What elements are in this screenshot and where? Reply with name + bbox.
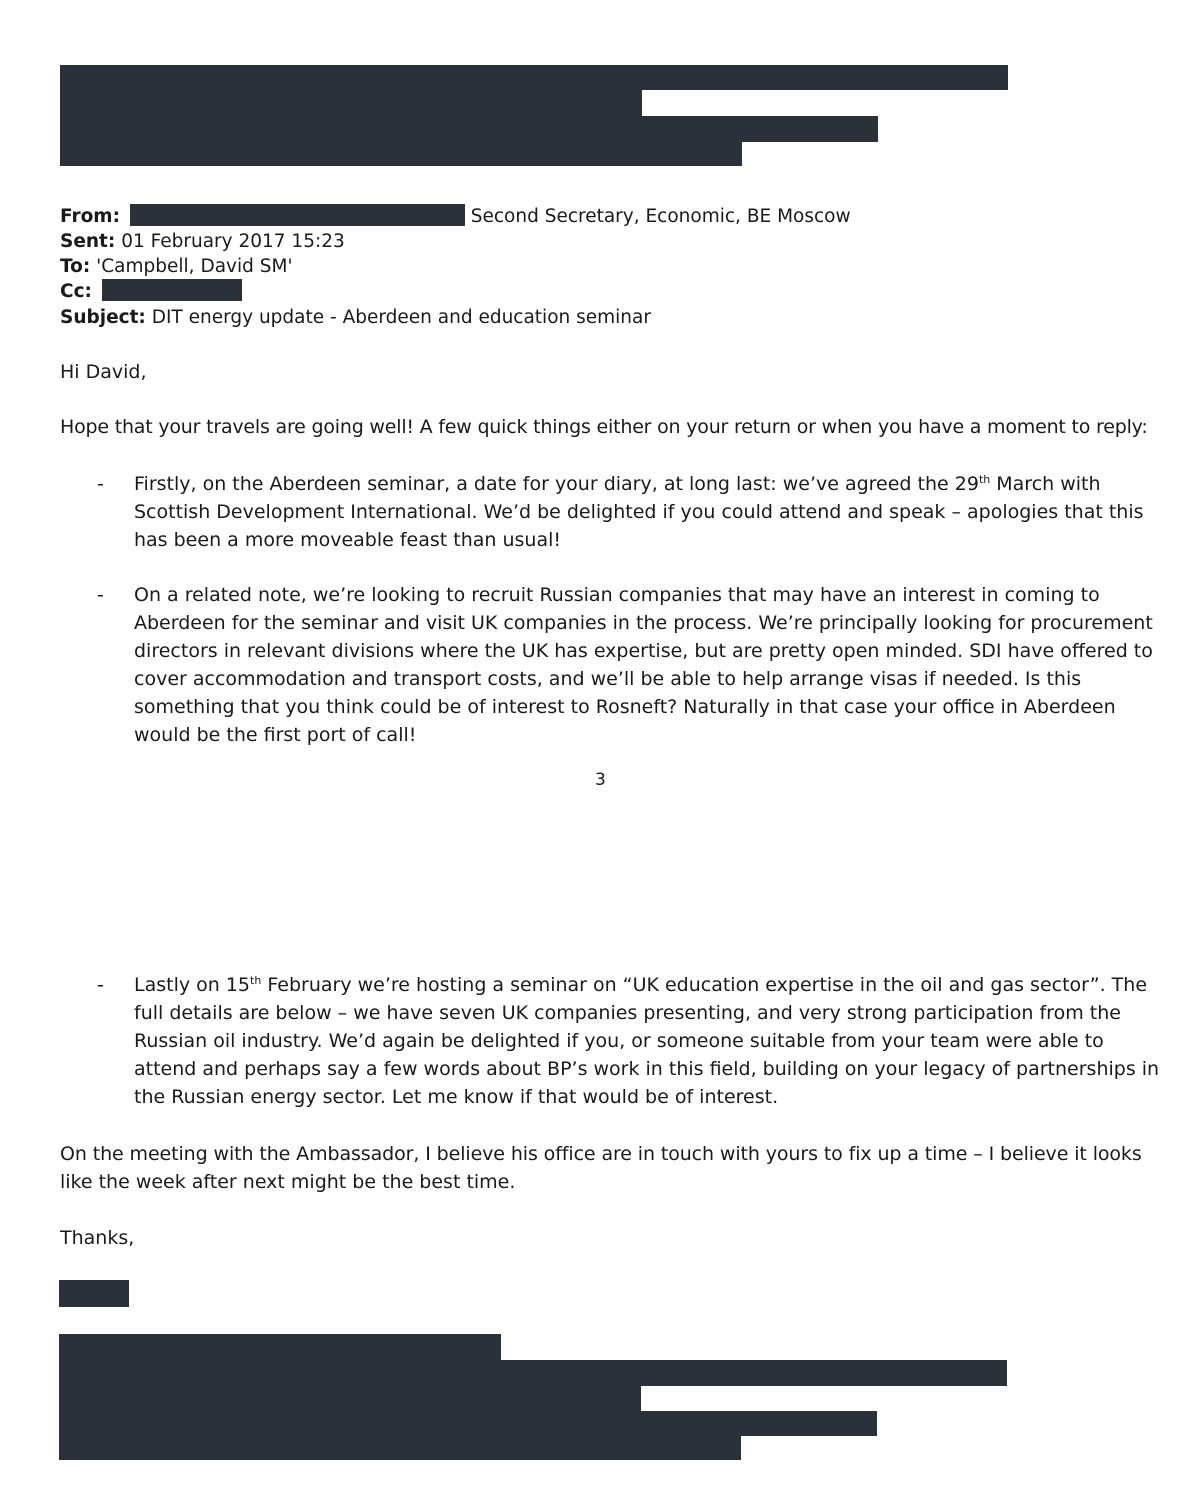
bullet1-line1-text: Firstly, on the Aberdeen seminar, a date for your diary, at long last: we’ve agreed the 29 <box>134 473 979 495</box>
redaction-top-4 <box>60 141 742 166</box>
bullet2-line5: something that you think could be of interest to Rosneft? Naturally in that case your office in Aberdeen <box>134 696 1116 718</box>
sent-line <box>60 229 345 254</box>
sent-value: 01 February 2017 15:23 <box>121 231 345 252</box>
closing-line2: like the week after next might be the best time. <box>60 1171 516 1193</box>
redaction-top-1 <box>60 65 1008 90</box>
redaction-top-3 <box>60 116 878 142</box>
to-label: To: <box>60 256 91 277</box>
bullet1-line3: has been a more moveable feast than usual! <box>134 529 562 551</box>
subject-label: Subject: <box>60 307 146 328</box>
bullet2-line2: Aberdeen for the seminar and visit UK companies in the process. We’re principally looking for procurement <box>134 612 1153 634</box>
redaction-bottom-4 <box>59 1411 877 1436</box>
bullet1-line2: Scottish Development International. We’d be delighted if you could attend and speak – apologies that this <box>134 501 1144 523</box>
bullet1-sup: th <box>978 473 991 486</box>
bullet1-line1 <box>134 470 1101 498</box>
from-label: From: <box>60 206 120 227</box>
bullet3-line4: attend and perhaps say a few words about BP’s work in this field, building on your legacy of partnerships in <box>134 1058 1160 1080</box>
redaction-bottom-2 <box>59 1360 1007 1386</box>
bullet3-line1-tail: February we’re hosting a seminar on “UK education expertise in the oil and gas sector”. The <box>261 974 1148 996</box>
from-line <box>60 204 851 229</box>
redaction-bottom-3 <box>59 1385 641 1412</box>
bullet2-line1: On a related note, we’re looking to recruit Russian companies that may have an interest in coming to <box>134 584 1100 606</box>
page-number: 3 <box>595 770 606 790</box>
bullet2-line4: cover accommodation and transport costs, and we’ll be able to help arrange visas if needed. Is this <box>134 668 1082 690</box>
signoff: Thanks, <box>60 1227 135 1249</box>
bullet3-line3: Russian oil industry. We’d again be delighted if you, or someone suitable from your team were able to <box>134 1030 1104 1052</box>
cc-label: Cc: <box>60 281 92 302</box>
bullet1-line1-tail: March with <box>990 473 1101 495</box>
bullet2-line3: directors in relevant divisions where the UK has expertise, but are pretty open minded. SDI have offered to <box>134 640 1153 662</box>
bullet3-line1 <box>134 971 1147 999</box>
cc-redaction <box>102 279 242 301</box>
bullet2-line6: would be the first port of call! <box>134 724 417 746</box>
redaction-bottom-1 <box>59 1334 501 1361</box>
subject-line <box>60 305 651 330</box>
subject-value: DIT energy update - Aberdeen and education seminar <box>151 307 651 328</box>
cc-line <box>60 279 242 304</box>
bullet3-line2: full details are below – we have seven UK companies presenting, and very strong participation from the <box>134 1002 1121 1024</box>
bullet3-sup: th <box>250 974 262 987</box>
redaction-bottom-5 <box>59 1435 741 1460</box>
bullet3-line5: the Russian energy sector. Let me know if that would be of interest. <box>134 1086 779 1108</box>
intro-paragraph: Hope that your travels are going well! A few quick things either on your return or when you have a moment to reply: <box>60 416 1148 438</box>
from-name-redaction <box>130 204 465 226</box>
bullet-dash-2: - <box>97 584 104 606</box>
to-value: 'Campbell, David SM' <box>96 256 293 277</box>
to-line <box>60 254 293 279</box>
signature-redaction <box>59 1280 129 1307</box>
closing-line1: On the meeting with the Ambassador, I believe his office are in touch with yours to fix up a time – I believe it looks <box>60 1143 1142 1165</box>
bullet3-line1-text: Lastly on 15 <box>134 974 251 996</box>
sent-label: Sent: <box>60 231 116 252</box>
bullet-dash-1: - <box>97 473 104 495</box>
bullet-dash-3: - <box>97 974 104 996</box>
from-title: Second Secretary, Economic, BE Moscow <box>470 206 851 227</box>
greeting: Hi David, <box>60 361 147 383</box>
redaction-top-2 <box>60 89 642 117</box>
